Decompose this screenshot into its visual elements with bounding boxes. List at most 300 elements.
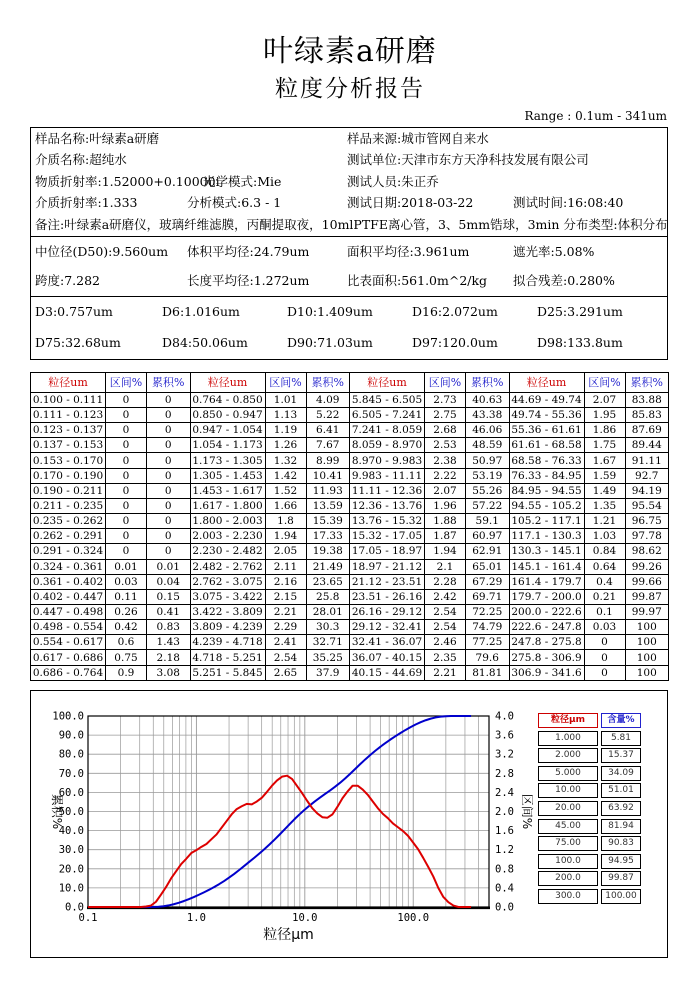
left-tick-label: 90.0 [58,729,84,742]
cumulative-cell: 17.33 [306,529,350,544]
interval-cell: 2.53 [425,438,466,453]
stat-field: 拟合残差:0.280% [513,273,615,288]
size-range-cell: 0.947 - 1.054 [190,423,265,438]
cumulative-cell: 11.93 [306,483,350,498]
cumulative-cell: 96.75 [625,514,669,529]
size-range-cell: 1.453 - 1.617 [190,483,265,498]
size-range-cell: 40.15 - 44.69 [350,665,425,680]
size-range-cell: 11.11 - 12.36 [350,483,425,498]
size-range-cell: 2.003 - 2.230 [190,529,265,544]
size-range-cell: 1.054 - 1.173 [190,438,265,453]
size-range-cell: 0.262 - 0.291 [31,529,106,544]
side-content-cell: 99.87 [601,871,641,886]
size-range-cell: 2.230 - 2.482 [190,544,265,559]
size-range-cell: 44.69 - 49.74 [509,392,584,407]
size-range-cell: 105.2 - 117.1 [509,514,584,529]
cumulative-header-cell: 累积% [147,373,191,393]
side-content-cell: 15.37 [601,748,641,763]
left-tick-label: 30.0 [58,844,84,857]
size-range-cell: 0.235 - 0.262 [31,514,106,529]
size-range-cell: 68.58 - 76.33 [509,453,584,468]
size-range-cell: 94.55 - 105.2 [509,498,584,513]
interval-cell: 0.1 [584,605,625,620]
size-range-cell: 145.1 - 161.4 [509,559,584,574]
interval-cell: 1.35 [584,498,625,513]
size-range-cell: 9.983 - 11.11 [350,468,425,483]
field-row [31,328,667,359]
cumulative-header-cell: 累积% [306,373,350,393]
cumulative-cell: 100 [625,650,669,665]
size-range-cell: 0.291 - 0.324 [31,544,106,559]
interval-cell: 0.6 [106,635,147,650]
cumulative-header-cell: 累积% [625,373,669,393]
size-header-cell: 粒径um [31,373,106,393]
interval-cell: 0 [106,529,147,544]
interval-cell: 0 [106,438,147,453]
interval-cell: 1.87 [425,529,466,544]
interval-cell: 0.64 [584,559,625,574]
side-size-cell: 10.00 [538,783,598,798]
cumulative-cell: 25.8 [306,589,350,604]
table-row [31,544,669,559]
info-field: 样品名称:叶绿素a研磨 [35,131,160,146]
size-range-cell: 1.305 - 1.453 [190,468,265,483]
table-row [31,574,669,589]
x-tick-label: 10.0 [292,912,318,924]
interval-cell: 2.46 [425,635,466,650]
cumulative-cell: 0 [147,483,191,498]
field-row [31,297,667,328]
size-header-cell: 粒径um [350,373,425,393]
interval-cell: 0 [584,665,625,680]
size-range-cell: 26.16 - 29.12 [350,605,425,620]
interval-cell: 0 [584,635,625,650]
size-range-cell: 0.361 - 0.402 [31,574,106,589]
interval-cell: 1.86 [584,423,625,438]
size-range-cell: 6.505 - 7.241 [350,407,425,422]
table-row [31,483,669,498]
interval-cell: 0.42 [106,620,147,635]
table-row [31,468,669,483]
info-field: 分析模式:6.3 - 1 [187,195,282,211]
right-tick-label: 0.4 [495,882,514,895]
cumulative-cell: 37.9 [306,665,350,680]
table-row [31,453,669,468]
cumulative-cell: 50.97 [466,453,510,468]
cumulative-cell: 0.15 [147,589,191,604]
interval-cell: 1.42 [265,468,306,483]
range-label: Range : 0.1um - 341um [524,109,667,123]
table-row [31,620,669,635]
d-value-field: D90:71.03um [287,334,373,350]
info-field: 测试单位:天津市东方天净科技发展有限公司 [347,152,589,168]
interval-cell: 1.21 [584,514,625,529]
right-tick-label: 2.8 [495,767,514,780]
cumulative-cell: 0 [147,468,191,483]
left-tick-label: 100.0 [52,710,84,723]
size-range-cell: 0.211 - 0.235 [31,498,106,513]
interval-cell: 1.59 [584,468,625,483]
interval-cell: 2.75 [425,407,466,422]
size-range-cell: 49.74 - 55.36 [509,407,584,422]
size-range-cell: 29.12 - 32.41 [350,620,425,635]
field-row [31,128,667,149]
size-range-cell: 55.36 - 61.61 [509,423,584,438]
table-row [31,665,669,680]
left-axis-label: 累积% [50,793,64,830]
interval-cell: 2.11 [265,559,306,574]
cumulative-cell: 0 [147,438,191,453]
interval-cell: 0.21 [584,589,625,604]
size-range-cell: 179.7 - 200.0 [509,589,584,604]
side-table-row [538,801,644,816]
size-range-cell: 0.686 - 0.764 [31,665,106,680]
side-content-cell: 34.09 [601,766,641,781]
table-row [31,650,669,665]
table-row [31,407,669,422]
side-table-row [538,748,644,763]
cumulative-cell: 48.59 [466,438,510,453]
cumulative-cell: 87.69 [625,423,669,438]
side-size-cell: 200.0 [538,871,598,886]
interval-cell: 2.21 [425,665,466,680]
interval-cell: 1.13 [265,407,306,422]
left-tick-label: 70.0 [58,767,84,780]
cumulative-cell: 0 [147,514,191,529]
interval-cell: 0 [106,453,147,468]
interval-cell: 1.94 [425,544,466,559]
report-title: 叶绿素a研磨 [263,34,437,69]
side-content-cell: 63.92 [601,801,641,816]
interval-cell: 1.49 [584,483,625,498]
cumulative-cell: 60.97 [466,529,510,544]
key-sizes-table [538,713,644,907]
interval-cell: 2.38 [425,453,466,468]
report-subtitle: 粒度分析报告 [275,76,425,102]
interval-cell: 2.21 [265,605,306,620]
table-row [31,589,669,604]
cumulative-cell: 69.71 [466,589,510,604]
stat-field: 跨度:7.282 [35,273,100,288]
right-tick-label: 3.2 [495,748,514,761]
interval-cell: 0 [106,544,147,559]
size-range-cell: 3.809 - 4.239 [190,620,265,635]
cumulative-cell: 59.1 [466,514,510,529]
interval-cell: 0 [106,498,147,513]
size-range-cell: 0.498 - 0.554 [31,620,106,635]
cumulative-cell: 1.43 [147,635,191,650]
right-tick-label: 4.0 [495,710,514,723]
interval-cell: 2.73 [425,392,466,407]
x-axis-label: 粒径μm [263,927,314,943]
interval-header-cell: 区间% [584,373,625,393]
summary-stats-box [30,236,668,298]
cumulative-cell: 99.26 [625,559,669,574]
side-content-cell: 5.81 [601,731,641,746]
cumulative-cell: 5.22 [306,407,350,422]
size-range-cell: 161.4 - 179.7 [509,574,584,589]
field-row [31,266,667,296]
cumulative-cell: 43.38 [466,407,510,422]
cumulative-cell: 32.71 [306,635,350,650]
interval-cell: 1.88 [425,514,466,529]
size-range-cell: 17.05 - 18.97 [350,544,425,559]
cumulative-cell: 15.39 [306,514,350,529]
interval-cell: 0 [106,407,147,422]
size-range-cell: 117.1 - 130.3 [509,529,584,544]
interval-cell: 2.15 [265,589,306,604]
size-range-cell: 8.059 - 8.970 [350,438,425,453]
info-field: 介质折射率:1.333 [35,195,138,211]
size-range-cell: 0.153 - 0.170 [31,453,106,468]
cumulative-cell: 0.41 [147,605,191,620]
size-range-cell: 84.95 - 94.55 [509,483,584,498]
interval-cell: 0 [106,423,147,438]
d-value-field: D6:1.016um [162,304,240,319]
interval-cell: 1.52 [265,483,306,498]
d-value-field: D98:133.8um [537,334,623,350]
cumulative-cell: 65.01 [466,559,510,574]
table-row [31,635,669,650]
side-size-header: 粒径μm [538,713,598,728]
left-tick-label: 20.0 [58,863,84,876]
field-row [31,214,667,235]
interval-cell: 0.11 [106,589,147,604]
info-field: 介质名称:超纯水 [35,152,127,168]
size-range-cell: 4.239 - 4.718 [190,635,265,650]
right-tick-label: 0.8 [495,863,514,876]
cumulative-cell: 83.88 [625,392,669,407]
size-range-cell: 1.617 - 1.800 [190,498,265,513]
cumulative-cell: 72.25 [466,605,510,620]
size-range-cell: 0.324 - 0.361 [31,559,106,574]
interval-cell: 2.54 [425,605,466,620]
table-row [31,392,669,407]
cumulative-cell: 0 [147,529,191,544]
d-value-field: D75:32.68um [35,334,121,350]
size-range-cell: 18.97 - 21.12 [350,559,425,574]
side-content-cell: 81.94 [601,819,641,834]
left-tick-label: 0.0 [65,901,84,914]
cumulative-cell: 100 [625,665,669,680]
info-field: 物质折射率:1.52000+0.10000i [35,173,220,189]
x-tick-label: 100.0 [397,912,430,924]
table-row [31,605,669,620]
interval-cell: 0.9 [106,665,147,680]
interval-cell: 2.42 [425,589,466,604]
size-range-cell: 0.123 - 0.137 [31,423,106,438]
size-range-cell: 2.762 - 3.075 [190,574,265,589]
side-size-cell: 75.00 [538,836,598,851]
right-axis-label: 区间% [520,793,534,830]
d-value-field: D16:2.072um [412,304,498,319]
interval-cell: 2.05 [265,544,306,559]
interval-cell: 2.29 [265,620,306,635]
left-tick-label: 10.0 [58,882,84,895]
d-values-box [30,296,668,360]
chart-box [30,690,668,958]
interval-cell: 2.54 [425,620,466,635]
cumulative-cell: 0 [147,453,191,468]
cumulative-cell: 0 [147,407,191,422]
cumulative-cell: 94.19 [625,483,669,498]
cumulative-header-cell: 累积% [466,373,510,393]
table-row [31,529,669,544]
side-content-header: 含量% [601,713,641,728]
size-range-cell: 7.241 - 8.059 [350,423,425,438]
info-field: 样品来源:城市管网自来水 [347,131,489,146]
cumulative-cell: 8.99 [306,453,350,468]
interval-cell: 1.32 [265,453,306,468]
interval-cell: 0.26 [106,605,147,620]
interval-cell: 0 [106,514,147,529]
interval-cell: 1.96 [425,498,466,513]
cumulative-cell: 95.54 [625,498,669,513]
interval-cell: 2.22 [425,468,466,483]
side-table-row [538,766,644,781]
right-tick-label: 0.0 [495,901,514,914]
side-table-row [538,731,644,746]
interval-cell: 0 [106,468,147,483]
left-tick-label: 60.0 [58,786,84,799]
cumulative-cell: 23.65 [306,574,350,589]
cumulative-cell: 81.81 [466,665,510,680]
size-range-cell: 247.8 - 275.8 [509,635,584,650]
interval-header-cell: 区间% [425,373,466,393]
size-range-cell: 0.554 - 0.617 [31,635,106,650]
size-header-cell: 粒径um [509,373,584,393]
interval-cell: 0 [106,392,147,407]
cumulative-cell: 0 [147,392,191,407]
side-size-cell: 45.00 [538,819,598,834]
side-table-row [538,783,644,798]
interval-cell: 2.16 [265,574,306,589]
interval-cell: 1.75 [584,438,625,453]
side-size-cell: 20.00 [538,801,598,816]
interval-cell: 2.35 [425,650,466,665]
cumulative-cell: 0.04 [147,574,191,589]
side-size-cell: 5.000 [538,766,598,781]
d-value-field: D97:120.0um [412,334,498,350]
cumulative-cell: 19.38 [306,544,350,559]
interval-cell: 1.26 [265,438,306,453]
cumulative-cell: 21.49 [306,559,350,574]
size-range-cell: 13.76 - 15.32 [350,514,425,529]
cumulative-cell: 91.11 [625,453,669,468]
cumulative-cell: 55.26 [466,483,510,498]
field-row [31,171,667,192]
interval-cell: 0.01 [106,559,147,574]
cumulative-cell: 62.91 [466,544,510,559]
cumulative-cell: 10.41 [306,468,350,483]
side-size-cell: 100.0 [538,854,598,869]
interval-cell: 0 [584,650,625,665]
size-range-cell: 8.970 - 9.983 [350,453,425,468]
left-tick-label: 40.0 [58,825,84,838]
cumulative-cell: 99.87 [625,589,669,604]
interval-cell: 1.03 [584,529,625,544]
cumulative-cell: 3.08 [147,665,191,680]
size-range-cell: 1.173 - 1.305 [190,453,265,468]
d-value-field: D84:50.06um [162,334,248,350]
table-row [31,498,669,513]
distribution-table [30,372,669,681]
cumulative-cell: 97.78 [625,529,669,544]
cumulative-cell: 100 [625,635,669,650]
cumulative-cell: 4.09 [306,392,350,407]
side-table-row [538,836,644,851]
side-content-cell: 51.01 [601,783,641,798]
right-tick-label: 3.6 [495,729,514,742]
interval-cell: 1.66 [265,498,306,513]
right-tick-label: 2.4 [495,786,514,799]
size-range-cell: 0.100 - 0.111 [31,392,106,407]
info-field: 测试人员:朱正乔 [347,173,439,189]
size-range-cell: 4.718 - 5.251 [190,650,265,665]
size-range-cell: 0.111 - 0.123 [31,407,106,422]
d-value-field: D3:0.757um [35,304,113,319]
cumulative-cell: 2.18 [147,650,191,665]
field-row [31,237,667,267]
interval-cell: 1.8 [265,514,306,529]
side-content-cell: 100.00 [601,889,641,904]
size-range-cell: 36.07 - 40.15 [350,650,425,665]
size-header-cell: 粒径um [190,373,265,393]
cumulative-cell: 77.25 [466,635,510,650]
info-field: 光学模式:Mie [203,173,282,189]
interval-cell: 0.75 [106,650,147,665]
right-tick-label: 1.2 [495,844,514,857]
cumulative-cell: 100 [625,620,669,635]
size-range-cell: 2.482 - 2.762 [190,559,265,574]
cumulative-cell: 30.3 [306,620,350,635]
cumulative-cell: 46.06 [466,423,510,438]
left-tick-label: 50.0 [58,806,84,818]
side-size-cell: 2.000 [538,748,598,763]
interval-cell: 2.54 [265,650,306,665]
right-tick-label: 1.6 [495,825,514,838]
cumulative-cell: 99.66 [625,574,669,589]
side-content-cell: 90.83 [601,836,641,851]
interval-cell: 0 [106,483,147,498]
size-range-cell: 275.8 - 306.9 [509,650,584,665]
size-range-cell: 3.422 - 3.809 [190,605,265,620]
cumulative-cell: 89.44 [625,438,669,453]
size-range-cell: 0.402 - 0.447 [31,589,106,604]
cumulative-cell: 0 [147,544,191,559]
interval-cell: 2.07 [584,392,625,407]
stat-field: 中位径(D50):9.560um [35,243,169,259]
x-tick-label: 1.0 [186,912,206,924]
size-range-cell: 130.3 - 145.1 [509,544,584,559]
left-tick-label: 80.0 [58,748,84,761]
cumulative-cell: 28.01 [306,605,350,620]
size-range-cell: 3.075 - 3.422 [190,589,265,604]
interval-cell: 0.03 [584,620,625,635]
cumulative-cell: 35.25 [306,650,350,665]
d-value-field: D25:3.291um [537,304,623,319]
table-header-row [31,373,669,393]
cumulative-cell: 0 [147,498,191,513]
interval-cell: 2.41 [265,635,306,650]
interval-cell: 1.19 [265,423,306,438]
size-range-cell: 23.51 - 26.16 [350,589,425,604]
size-range-cell: 0.170 - 0.190 [31,468,106,483]
cumulative-cell: 99.97 [625,605,669,620]
table-row [31,514,669,529]
info-field: 备注:叶绿素a研磨仪，玻璃纤维滤膜，丙酮提取夜，10mlPTFE离心管，3、5mm锆球，3min 分布类型:体积分布 [35,216,668,232]
size-range-cell: 5.251 - 5.845 [190,665,265,680]
